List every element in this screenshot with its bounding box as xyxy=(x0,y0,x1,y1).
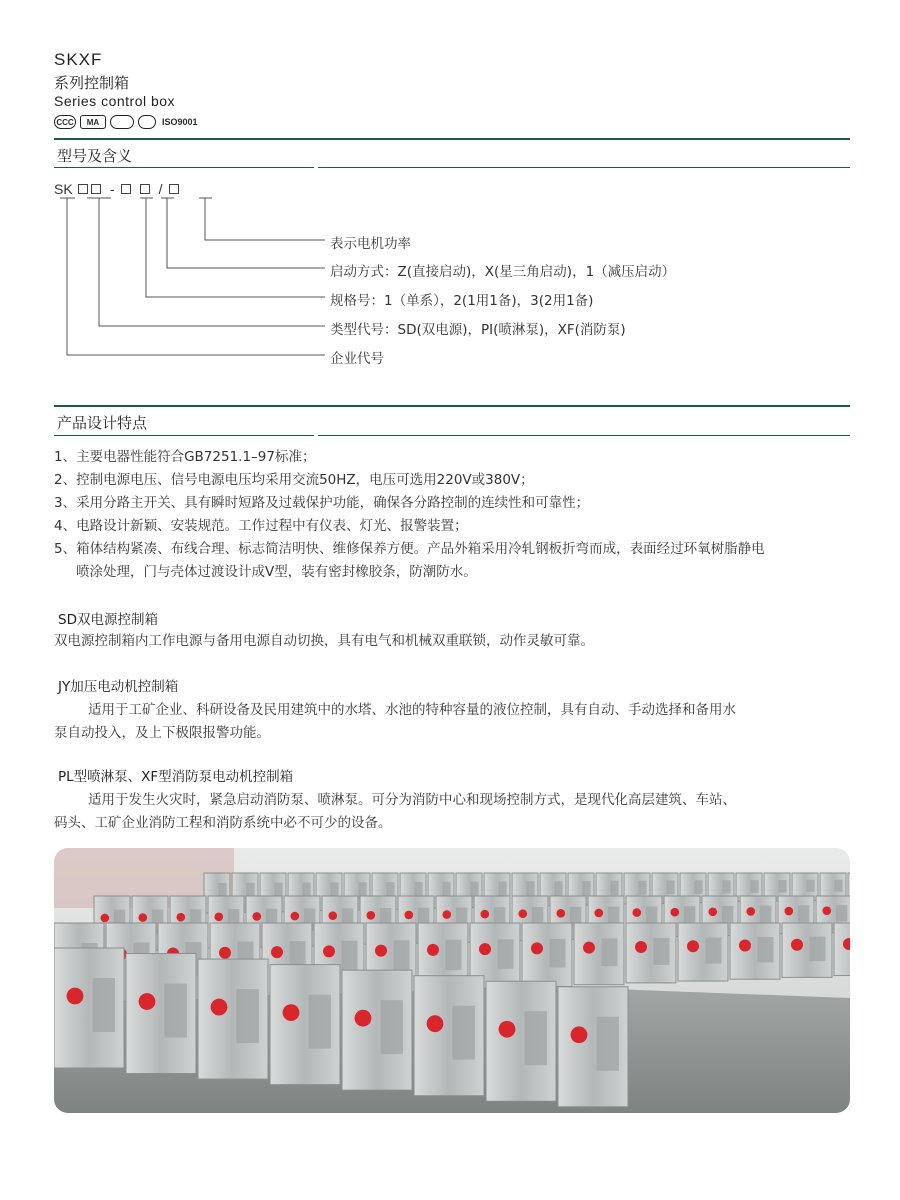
code-dash: - xyxy=(110,181,115,197)
box-window xyxy=(806,880,814,892)
red-logo-icon xyxy=(139,993,156,1010)
product-text-pl-xf-1: 适用于发生火灾时，紧急启动消防泵、喷淋泵。可分为消防中心和现场控制方式，是现代化高层建筑、车站、 xyxy=(88,792,736,808)
red-logo-icon xyxy=(366,911,375,920)
product-heading-jy: JY加压电动机控制箱 xyxy=(58,679,179,695)
box-window xyxy=(684,906,696,924)
box-window xyxy=(834,880,842,892)
red-logo-icon xyxy=(583,942,595,954)
product-photo xyxy=(54,848,850,1113)
box-window xyxy=(342,941,358,973)
section-rule-top xyxy=(54,405,850,407)
box-window xyxy=(550,939,566,968)
red-logo-icon xyxy=(67,988,84,1005)
red-logo-icon xyxy=(100,914,109,923)
feature-item-4: 4、电路设计新颖、安装规范。工作过程中有仪表、灯光、报警装置； xyxy=(54,518,468,534)
box-window xyxy=(610,881,618,895)
box-window xyxy=(836,905,848,921)
box-window xyxy=(526,881,534,896)
cma-logo-icon: MA xyxy=(80,115,106,129)
red-logo-icon xyxy=(784,907,793,916)
red-logo-icon xyxy=(427,1015,444,1032)
box-window xyxy=(778,880,786,893)
product-text-jy-2: 泵自动投入，及上下极限报警功能。 xyxy=(54,725,270,741)
red-logo-icon xyxy=(355,1010,372,1027)
product-heading-sd: SD双电源控制箱 xyxy=(58,612,158,628)
red-logo-icon xyxy=(480,910,489,919)
section-title-model: 型号及含义 xyxy=(57,147,133,165)
box-window xyxy=(498,881,506,896)
red-logo-icon xyxy=(635,941,647,953)
box-window xyxy=(750,880,758,893)
ccc-logo-icon: CCC xyxy=(54,115,76,129)
code-slash: / xyxy=(158,181,163,197)
product-text-jy-1: 适用于工矿企业、科研设备及民用建筑中的水塔、水池的特种容量的液位控制，具有自动、手动选择和备用水 xyxy=(88,702,736,718)
red-logo-icon xyxy=(670,908,679,917)
box-window xyxy=(446,940,462,970)
section-rule-bottom-left xyxy=(54,435,314,436)
red-logo-icon xyxy=(571,1026,588,1043)
red-logo-icon xyxy=(739,939,751,951)
leader-line-spec xyxy=(140,198,325,297)
box-window xyxy=(453,1006,475,1060)
legend-enterprise-code: 企业代号 xyxy=(330,351,384,367)
red-logo-icon xyxy=(822,906,831,915)
box-window xyxy=(582,881,590,895)
box-window xyxy=(442,882,450,898)
red-logo-icon xyxy=(442,910,451,919)
product-code: SKXF xyxy=(54,50,103,69)
box-window xyxy=(666,881,674,895)
legend-power: 表示电机功率 xyxy=(330,236,411,252)
box-window xyxy=(93,978,115,1032)
red-logo-icon xyxy=(518,909,527,918)
iso9001-label: ISO9001 xyxy=(162,117,198,127)
box-window xyxy=(165,984,187,1038)
leader-line-enterprise xyxy=(60,198,325,355)
control-box xyxy=(848,873,850,899)
red-logo-icon xyxy=(283,1004,300,1021)
box-window xyxy=(810,937,826,961)
red-logo-icon xyxy=(328,911,337,920)
section-rule-bottom-right xyxy=(318,435,850,436)
red-logo-icon xyxy=(594,909,603,918)
box-window xyxy=(470,882,478,898)
red-logo-icon xyxy=(499,1021,516,1038)
box-window xyxy=(237,989,259,1043)
red-logo-icon xyxy=(531,942,543,954)
red-logo-icon xyxy=(708,907,717,916)
red-logo-icon xyxy=(271,946,283,958)
box-window xyxy=(706,938,722,964)
feature-item-5: 5、箱体结构紧凑、布线合理、标志简洁明快、维修保养方便。产品外箱采用冷轧钢板折弯而成，表面经过环氧树脂静电 xyxy=(54,541,765,557)
red-logo-icon xyxy=(687,940,699,952)
box-window xyxy=(525,1011,547,1065)
box-window xyxy=(638,881,646,895)
box-window xyxy=(309,995,331,1049)
red-logo-icon xyxy=(219,947,231,959)
feature-item-2: 2、控制电源电压、信号电源电压均采用交流50HZ，电压可选用220V或380V； xyxy=(54,472,534,488)
box-window xyxy=(758,937,774,962)
red-logo-icon xyxy=(138,913,147,922)
product-title-cn: 系列控制箱 xyxy=(54,74,130,92)
red-logo-icon xyxy=(791,939,803,951)
model-code-prefix: SK xyxy=(54,181,73,197)
red-logo-icon xyxy=(290,912,299,921)
red-logo-icon xyxy=(176,913,185,922)
product-text-pl-xf-2: 码头、工矿企业消防工程和消防系统中必不可少的设备。 xyxy=(54,815,392,831)
product-title-en: Series control box xyxy=(54,93,176,109)
leader-line-start xyxy=(161,198,325,268)
feature-item-5-cont: 喷涂处理，门与壳体过渡设计成V型，装有密封橡胶条，防潮防水。 xyxy=(76,564,477,580)
red-logo-icon xyxy=(479,943,491,955)
legend-start-mode: 启动方式：Z(直接启动)，X(星三角启动)，1（减压启动） xyxy=(330,264,676,280)
box-window xyxy=(694,880,702,893)
box-window xyxy=(722,880,730,893)
box-window xyxy=(602,938,618,966)
red-logo-icon xyxy=(556,909,565,918)
box-window xyxy=(760,906,772,923)
leader-line-power xyxy=(199,198,325,240)
red-logo-icon xyxy=(427,944,439,956)
section-title-features: 产品设计特点 xyxy=(57,414,148,432)
red-logo-icon xyxy=(211,999,228,1016)
leader-line-type xyxy=(87,198,325,326)
box-window xyxy=(597,1017,619,1071)
red-logo-icon xyxy=(632,908,641,917)
red-logo-icon xyxy=(375,945,387,957)
red-logo-icon xyxy=(404,911,413,920)
feature-item-3: 3、采用分路主开关、具有瞬时短路及过载保护功能，确保各分路控制的连续性和可靠性； xyxy=(54,495,590,511)
box-window xyxy=(381,1000,403,1054)
box-window xyxy=(646,906,658,925)
box-window xyxy=(498,939,514,968)
product-text-sd: 双电源控制箱内工作电源与备用电源自动切换，具有电气和机械双重联锁，动作灵敏可靠。 xyxy=(54,633,594,649)
box-window xyxy=(722,906,734,924)
box-window xyxy=(654,938,670,965)
legend-spec-number: 规格号：1（单系），2(1用1备)，3(2用1备) xyxy=(330,293,594,309)
box-window xyxy=(394,940,410,971)
red-logo-icon xyxy=(323,945,335,957)
control-boxes-illustration xyxy=(54,848,850,1113)
box-window xyxy=(798,905,810,922)
red-logo-icon xyxy=(214,913,223,922)
feature-item-1: 1、主要电器性能符合GB7251.1–97标准； xyxy=(54,449,316,465)
box-window xyxy=(554,881,562,896)
red-logo-icon xyxy=(746,907,755,916)
legend-type-code: 类型代号：SD(双电源)，PI(喷淋泵)，XF(消防泵) xyxy=(330,322,626,338)
red-logo-icon xyxy=(252,912,261,921)
product-heading-pl-xf: PL型喷淋泵、XF型消防泵电动机控制箱 xyxy=(58,769,294,785)
